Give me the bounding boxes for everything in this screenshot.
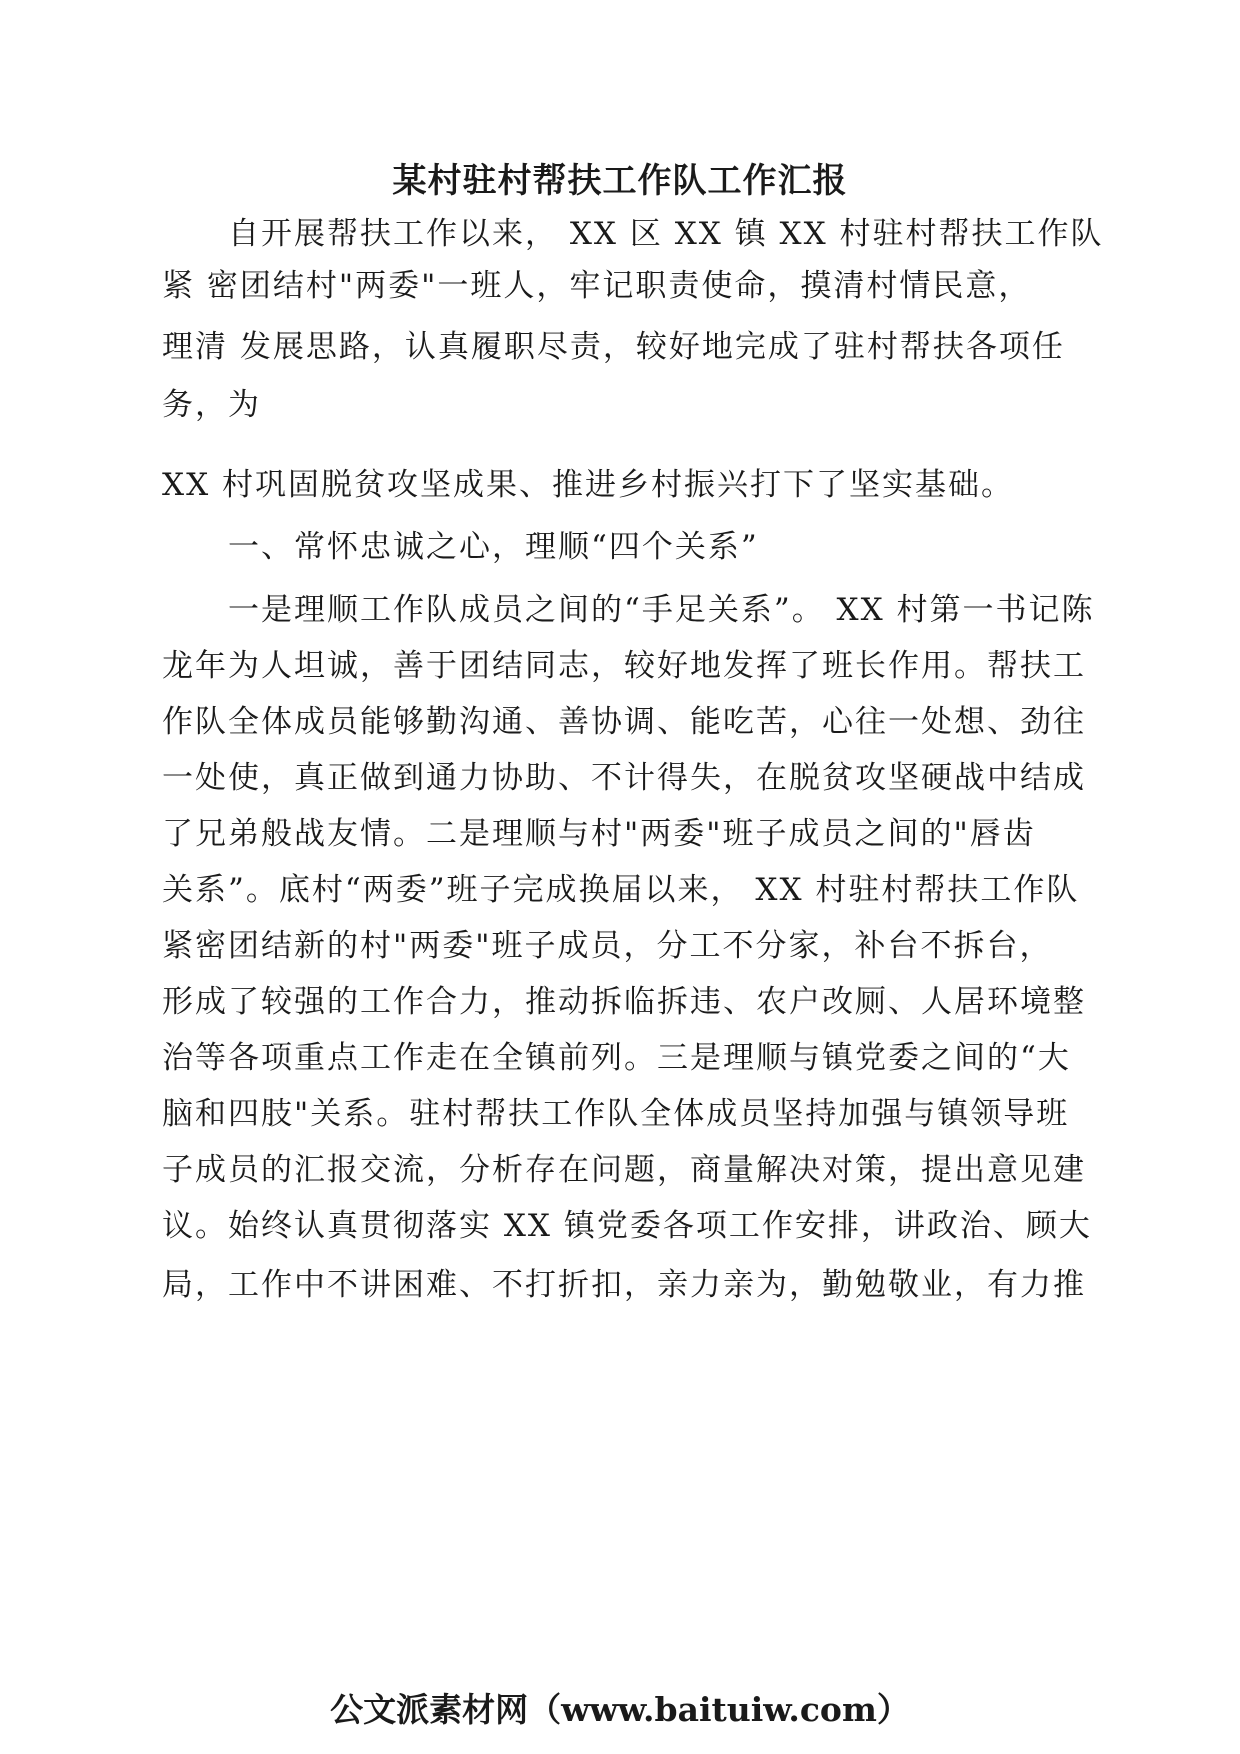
body-line: 了兄弟般战友情。二是理顺与村"两委"班子成员之间的"唇齿	[162, 816, 1036, 852]
body-line: 一是理顺工作队成员之间的“手足关系”。 XX 村第一书记陈	[162, 592, 1095, 628]
body-line: 自开展帮扶工作以来， XX 区 XX 镇 XX 村驻村帮扶工作队	[162, 216, 1104, 252]
section-heading: 一、常怀忠诚之心，理顺“四个关系”	[162, 529, 759, 565]
body-line: 议。始终认真贯彻落实 XX 镇党委各项工作安排，讲政治、顾大	[162, 1208, 1092, 1244]
document-title: 某村驻村帮扶工作队工作汇报	[392, 161, 848, 201]
body-line: 关系”。底村“两委”班子完成换届以来， XX 村驻村帮扶工作队	[162, 872, 1080, 908]
footer-watermark: 公文派素材网（www.baituiw.com）	[330, 1690, 910, 1729]
body-line: 脑和四肢"关系。驻村帮扶工作队全体成员坚持加强与镇领导班	[162, 1096, 1070, 1132]
body-line: 龙年为人坦诚，善于团结同志，较好地发挥了班长作用。帮扶工	[162, 648, 1086, 684]
body-line: 形成了较强的工作合力，推动拆临拆违、农户改厕、人居环境整	[162, 984, 1086, 1020]
body-line: 子成员的汇报交流，分析存在问题，商量解决对策，提出意见建	[162, 1152, 1086, 1188]
body-line: 一处使，真正做到通力协助、不计得失，在脱贫攻坚硬战中结成	[162, 760, 1086, 796]
body-line: 紧密团结新的村"两委"班子成员，分工不分家，补台不拆台，	[162, 928, 1053, 964]
body-line: 理清 发展思路，认真履职尽责，较好地完成了驻村帮扶各项任	[162, 329, 1065, 365]
body-line: XX 村巩固脱贫攻坚成果、推进乡村振兴打下了坚实基础。	[162, 467, 1014, 503]
body-line: 作队全体成员能够勤沟通、善协调、能吃苦，心往一处想、劲往	[162, 704, 1086, 740]
body-line: 务，为	[162, 387, 261, 423]
body-line: 治等各项重点工作走在全镇前列。三是理顺与镇党委之间的“大	[162, 1040, 1071, 1076]
body-line: 局，工作中不讲困难、不打折扣，亲力亲为，勤勉敬业，有力推	[162, 1267, 1086, 1303]
body-line: 紧 密团结村"两委"一班人，牢记职责使命，摸清村情民意，	[162, 268, 1032, 304]
